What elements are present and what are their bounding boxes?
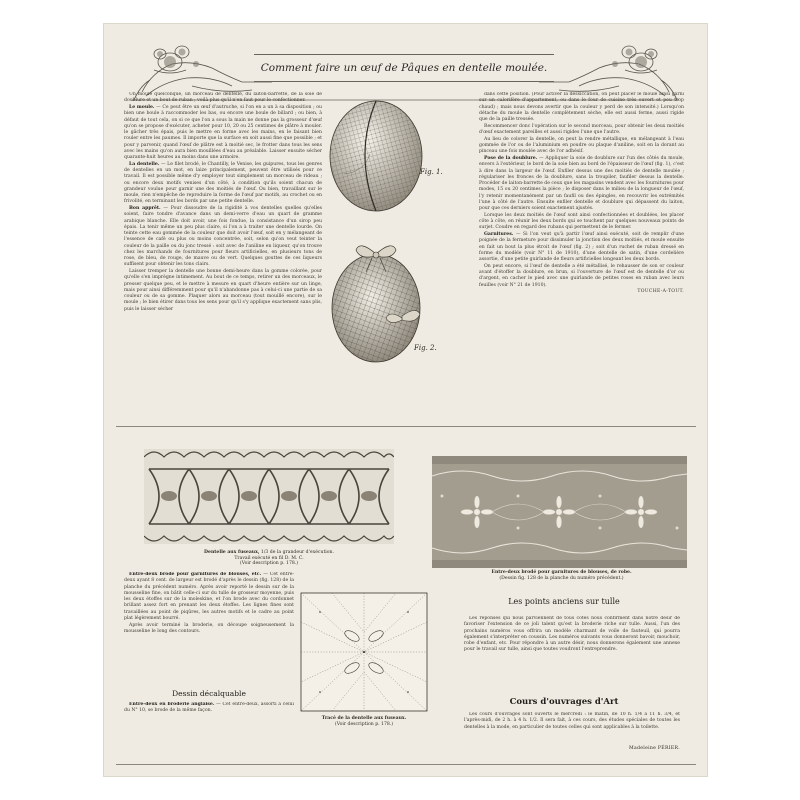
article-signature: TOUCHE-A-TOUT. — [637, 289, 684, 295]
article-paragraph: Recommencer donc l'opération sur le second morceau, pour obtenir les deux moitiés d'œuf exactement pareilles et aussi rigides l'une que l'autre. — [479, 123, 684, 135]
figure-egg-1 — [314, 84, 444, 219]
cours-text: Les cours d'ouvrages sont ouverts le mercredi : le matin, de 10 h. 1/4 à 11 h. 3/4, et l'après-midi, de 2 h. à 4 h. 1/2. Il sera fait, à ces cours, des études spéciales de toutes les dentelles à la mode, en particulier de toutes celles qui sont applicables à la toilette. — [464, 712, 680, 730]
article-paragraph: Bon apprêt. — Pour dissoudre de la rigidité à vos dentelles quelles qu'elles soient, faire tondre d'avance dans un demi-verre d'eau un quart de gramme arabique blanche. Elle doit avoir, une fois fondue, la consistance d'un sirop peu épais. La tenir même un peu plus claire, si l'on a à traiter une dentelle lourde. On teinte cette eau gommée de la couleur que doit avoir l'œuf, soit en y mélangeant de l'essence de café ou plus ou moins concentrée, soit, selon qu'on veut teinter la couleur de la paille ou du jonc tressé : soit avec de l'aniline en liqueur, qu'on trouve chez les marchands de fournitures pour fleurs artificielles, en plusieurs tons de rose, de bleu, de rouge, de mauve ou de vert. Quelques gouttes de ces liqueurs suffisent pour obtenir les tons clairs. — [124, 206, 322, 268]
article-paragraph: Un moule quelconque, un morceau de dentelle, du laiton-barrette, de la soie de doublure et un bout de ruban ; voilà plus qu'il n'en faut pour le confectionner. — [124, 92, 322, 104]
figure-lace-border — [144, 439, 394, 549]
fig2-label: Fig. 2. — [414, 344, 437, 352]
tracing-caption: Tracé de la dentelle aux fuseaux. (Voir description p. 178.) — [321, 716, 407, 727]
embroidered-band-illustration — [432, 456, 687, 568]
points-anciens-text: Les réponses qui nous parviennent de tous côtés nous confirment dans notre désir de favoriser l'extension de ce joli talent qu'est la broderie riche sur tulle. Aussi, l'un des prochains numéros vous offrira un modèle charmant de voile de fauteuil, qui pourra également s'interpréter en coussin. Les numéros suivants vous donneront bavoir, mouchoir, robe d'enfant, etc. Pour répondre à un autre désir, nous donnerons également une annexe pour le travail sur tulle, ainsi que toutes voudront l'entreprendre. — [464, 616, 680, 653]
embroidered-band-caption: Entre-deux brodé pour garnitures de blouses, de robe. (Dessin fig. 128 de la planche du numéro précédent.) — [491, 570, 632, 581]
article-paragraph: dans cette position. (Pour activer la dessiccation, on peut placer le moule ainsi garni sur un calorifère d'appartement, ou dans le four de cuisine très ouvert et peu trop chaud) ; mais nous devons avertir que la couleur y perd de son intensité.) Lorsqu'on détache du moule la dentelle complètement sèche, elle est aussi ferme, aussi rigide que de la paille tressée. — [479, 92, 684, 122]
entredeux-article: Entre-deux brodé pour garnitures de blouses, etc. — Cet entre-deux ayant 8 cent. de largeur est brodé d'après le dessin (fig. 128) de la planche du précédent numéro. Après avoir reporté le dessin sur de la mousseline fine, on bâtit celle-ci sur du tulle de grosseur moyenne, puis les deux étoffes sur de la moleskine, et l'on brode avec du cordonnet brillant assez fort en prenant les deux étoffes. Les lignes fines sont travaillées au point de piqûres, les autres motifs et le cadre au point plat légèrement bourré. Après avoir terminé la broderie, on découpe soigneusement la mousseline le long des contours. — [124, 572, 294, 634]
article-paragraph: Lorsque les deux moitiés de l'œuf sont ainsi confectionnées et doublées, les placer côte à côte, en réunir les deux bords qui se touchent par quelques nouveaux points de surjet. Coudre en regard des rubans qui permettent de le fermer. — [479, 212, 684, 231]
page-title: Comment faire un œuf de Pâques en dentelle moulée. — [254, 54, 554, 82]
figure-lace-tracing — [300, 592, 428, 712]
cours-signature: Madeleine PÉRIER. — [629, 746, 680, 751]
article-paragraph: Garnitures. — Si l'on veut qu'à partir l'œuf ainsi exécuté, soit de remplir d'une poignée de la fermeture pour dissimuler la jonction des deux moitiés, et moule ensuite en fait un bout la plus étroit de l'œuf (fig. 2) ; soit d'un ruchet de ruban dressé en forme du modèle (voir N° 11 de 1910), d'une dentelle de satin, d'une cordelière assortie, d'une petite guirlande de fleurs artificielles longeant les deux bords. — [479, 232, 684, 262]
egg-half-illustration — [314, 84, 444, 219]
article-paragraph: Au lieu de colorer la dentelle, on peut la rendre métallique, en mélangeant à l'eau gommée de l'or ou de l'aluminium en poudre ou plaque d'aniline, soit en la dorant au pinceau une fois moulée avec de l'or adhésif. — [479, 136, 684, 155]
bottom-rule — [116, 764, 696, 765]
dessin-title: Dessin décalquable — [172, 689, 246, 698]
article-right-column — [479, 92, 684, 410]
section-divider — [116, 426, 696, 427]
article-paragraph: Pose de la doublure. — Appliquer la soie de doublure sur l'un des côtés du moule, envers à l'extérieur, le bord de la soie bien au bord de l'épaisseur de l'œuf (fig. 1), c'est à dire dans la largeur de l'œuf. Enfiler dessus une des moitiés de dentelle moulée ; régulariser les fronces de la doublure, sans la troupiler, faufiler dessus la dentelle. Procéder de laiton-barrette de ceux que les magasins vendent avec les fournitures pour modes, 15 ou 20 centimes la pièce ; le disposer dans le milieu de la longueur de l'œuf, l'y retenir momentanément par un faufil ou des épingles, en recouvrir les extrémités l'une à côté de l'autre. Ensuite enfiler dentelle et doublure qui dépassent du laiton, pour que ces derniers soient exactement ajustés. — [479, 156, 684, 211]
article-left-column — [124, 92, 322, 422]
lace-tracing-diagram — [300, 592, 428, 712]
points-anciens-title: Les points anciens sur tulle — [508, 597, 620, 606]
article-paragraph: On peut encore, si l'œuf de dentelle a été métallisé, le rehausser de son or couleur avant d'étoffer la doublure, en brun, si l'ouverture de l'œuf est de dentelle d'or ou d'argent, en cacher le pied avec une guirlande de petites roses en ruban avec leurs feuilles (voir N° 21 de 1910). — [479, 263, 684, 288]
bobbin-lace-illustration — [144, 439, 394, 549]
article-paragraph: Laisser tremper la dentelle une bonne demi-heure dans la gomme colorée, pour qu'elle s'en imprègne intimement. Au bout de ce temps, retirer un des morceaux, le presser quelque peu, et le mettre à mesure en quart d'heure entière sur un linge, mais pour ainsi différemment pour qu'il n'abandonne pas à celui-ci une partie de sa couleur ou de sa gomme. Plaquer alors au morceau (tout mouillé encore), sur le moule ; le bien étirer dans tous les sens pour qu'il s'y applique exactement sans plis, puis le laisser sécher — [124, 269, 322, 312]
newspaper-page — [104, 24, 707, 776]
lace-border-caption: Dentelle aux fuseaux, 1/3 de la grandeur d'exécution. Travail exécuté en fil D. M. C. (Voir description p. 178.) — [204, 550, 334, 566]
dessin-text: Entre-deux en broderie anglaise. — Cet entre-deux, assorti à celui du N° 10, se brode de la même façon. — [124, 702, 294, 714]
egg-bow-illustration — [316, 224, 446, 369]
article-paragraph: Le moule. — Ce peut être un œuf d'autruche, si l'on en a un à sa disposition ; ou bien une boule à raccommoder les bas, ou encore une boule de billard ; ou bien, à défaut de tout cela, on si ce que l'on a sous la main ne donne pas la grosseur d'œuf qu'on se propose d'exécuter, acheter pour 10, 20 ou 25 centimes de plâtre à mouler. le gâcher très épais, puis le mettre en forme avec les mains, en le faisant bien rouler entre les paumes. Il importe que la surface en soit aussi fine que possible ; et pour y parvenir, quand l'œuf de plâtre est à moitié sec, le frotter dans tous les sens avec les mains qu'on aura bien mouillées d'eau au préalable. Laisser ensuite sécher quarante-huit heures au moins dans une armoire. — [124, 105, 322, 160]
figure-embroidered-band — [432, 456, 687, 568]
fig1-label: Fig. 1. — [420, 168, 443, 176]
article-paragraph: La dentelle. — Le filet brodé, le Chantilly, le Venise, les guipures, tous les genres de dentelles en un mot, en laize principalement, peuvent être utilisés pour ce travail. Il est possible même d'y employer tout simplement un morceau de rideau ; ou encore deux motifs venises d'un côté, à condition qu'ils soient chacun de grandeur voulue pour garnir une des moitiés de l'œuf. Ou bien, travaillant sur le moule, rien n'empêche de reproduire la forme de l'œuf par motifs, au crochet ou en frivolité, en terminant les bords par une petite dentelle. — [124, 161, 322, 205]
cours-title: Cours d'ouvrages d'Art — [509, 697, 619, 707]
figure-egg-2 — [316, 224, 446, 369]
